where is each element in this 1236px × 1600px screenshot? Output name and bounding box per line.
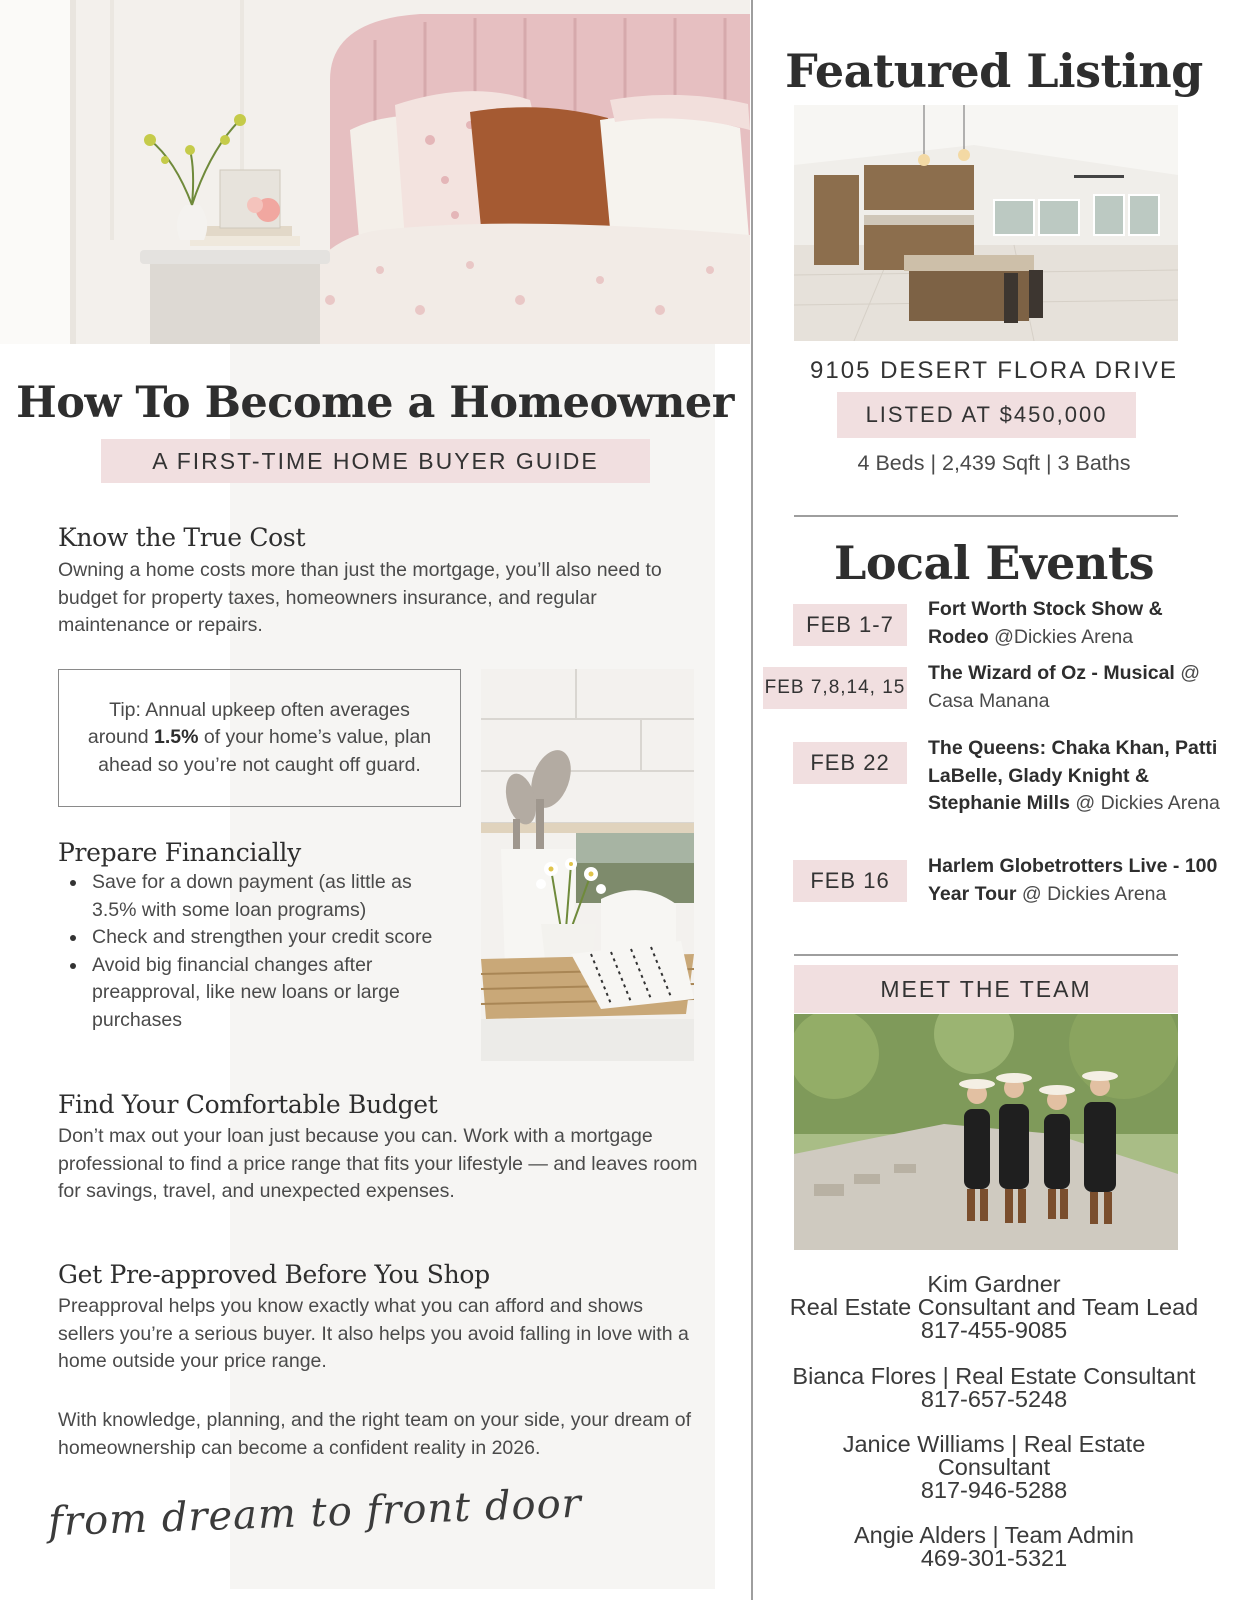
event-description [928,853,1228,908]
bedroom-illustration [0,0,750,344]
team-member-phone: 817-946-5288 [920,1477,1068,1503]
event-date-badge: FEB 7,8,14, 15 [763,667,907,709]
tip-highlight: 1.5% [153,726,199,749]
list-item: Avoid big financial changes after preapproval, like new loans or large purchases [58,952,458,1035]
event-title: Harlem Globetrotters Live - 100 Year Tour [928,855,1218,905]
team-member-phone: 817-455-9085 [920,1317,1068,1343]
tip-box [58,669,461,807]
guide-subtitle: A FIRST-TIME HOME BUYER GUIDE [101,439,650,483]
event-title: Fort Worth Stock Show & Rodeo [928,598,1163,648]
section-heading-true-cost: Know the True Cost [58,523,306,552]
event-venue: @ Casa Manana [928,662,1201,712]
column-divider [751,0,753,1600]
listing-specs: 4 Beds | 2,439 Sqft | 3 Baths [857,451,1131,475]
meet-the-team-heading: MEET THE TEAM [794,965,1178,1013]
team-member-phone: 817-657-5248 [920,1386,1068,1412]
event-date-badge: FEB 1-7 [793,604,907,646]
event-description [928,735,1228,818]
section-heading-comfortable-budget: Find Your Comfortable Budget [58,1090,438,1119]
section-heading-prepare-financially: Prepare Financially [58,838,301,867]
section-body-true-cost: Owning a home costs more than just the mortgage, you’ll also need to budget for property taxes, homeowners insurance, and regular maintenance or repairs. [58,559,662,636]
event-venue: @Dickies Arena [988,625,1134,648]
tagline-script: from dream to front door [47,1480,583,1546]
team-member-phone: 469-301-5321 [920,1545,1068,1571]
prepare-financially-list [58,869,458,1034]
listing-illustration [794,105,1178,341]
team-member-role: Consultant [937,1454,1051,1480]
event-description [928,660,1228,715]
list-item: Check and strengthen your credit score [58,924,458,952]
team-member-contact [752,1524,1236,1570]
team-member-contact [752,1273,1236,1342]
hero-bedroom-photo [0,0,750,344]
team-member-name: Kim Gardner [927,1271,1061,1297]
featured-listing-heading: Featured Listing [785,44,1203,98]
team-member-contact [752,1365,1236,1411]
team-member-name: Angie Alders | Team Admin [854,1522,1134,1548]
event-venue: @ Dickies Arena [1069,792,1220,814]
listing-price: LISTED AT $450,000 [837,392,1136,438]
divider-line [794,954,1178,956]
event-description [928,596,1228,651]
team-member-role: Real Estate Consultant and Team Lead [789,1294,1199,1320]
team-illustration [794,1014,1178,1250]
tip-text [79,697,440,780]
section-heading-pre-approved: Get Pre-approved Before You Shop [58,1260,490,1289]
tip-text-end: of your home’s value, plan ahead so you’re not caught off guard. [98,726,432,776]
tip-text-start: Tip: Annual upkeep often averages around [87,698,410,749]
divider-line [794,515,1178,517]
event-title: The Wizard of Oz - Musical [928,662,1175,684]
local-events-heading: Local Events [834,536,1154,590]
section-body-comfortable-budget: Don’t max out your loan just because you can. Work with a mortgage professional to find a price range that fits your lifestyle — and leaves room for savings, travel, and unexpected expenses. [58,1125,698,1202]
team-member-contact [752,1433,1236,1502]
section-body-pre-approved: Preapproval helps you know exactly what you can afford and shows sellers you’re a serious buyer. It also helps you avoid falling in love with a home outside your price range. [58,1295,689,1372]
event-title: The Queens: Chaka Khan, Patti LaBelle, Glady Knight & Stephanie Mills [928,737,1218,814]
listing-interior-photo [794,105,1178,341]
closing-paragraph: With knowledge, planning, and the right team on your side, your dream of homeownership can become a confident reality in 2026. [58,1409,692,1459]
guide-title: How To Become a Homeowner [16,378,734,428]
team-member-name: Janice Williams | Real Estate [842,1431,1146,1457]
event-date-badge: FEB 22 [793,742,907,784]
kitchen-counter-photo [481,669,694,1061]
team-member-name: Bianca Flores | Real Estate Consultant [792,1363,1196,1389]
listing-address: 9105 DESERT FLORA DRIVE [810,357,1178,384]
list-item: Save for a down payment (as little as 3.5% with some loan programs) [58,869,458,924]
event-venue: @ Dickies Arena [1016,882,1167,905]
kitchen-illustration [481,669,694,1061]
event-date-badge: FEB 16 [793,860,907,902]
team-group-photo [794,1014,1178,1250]
